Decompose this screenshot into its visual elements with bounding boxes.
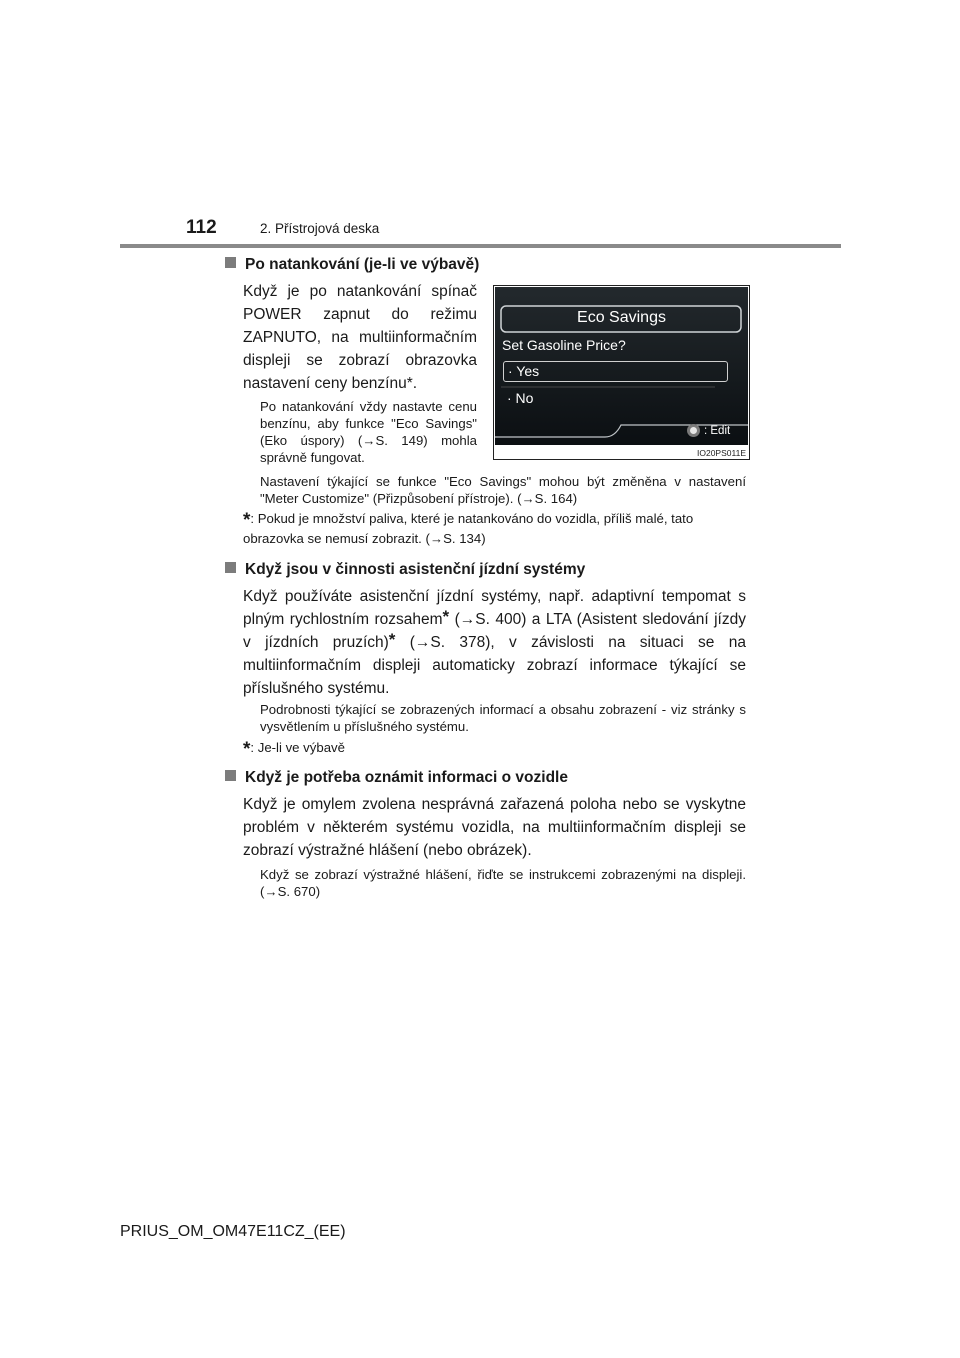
- section-heading-refuel: Po natankování (je-li ve výbavě): [225, 256, 479, 274]
- header-rule: [120, 244, 841, 248]
- edit-hint: : Edit: [704, 425, 731, 437]
- asterisk-icon: *: [243, 739, 251, 760]
- section-body-vehicle-info: Když je omylem zvolena nesprávná zařazená poloha nebo se vyskytne problém v některém systému vozidla, na multiinformačním displeji se zobrazí výstražné hlášení (nebo obrázek).: [243, 796, 746, 859]
- option-no[interactable]: · No: [507, 390, 534, 406]
- chapter-title: 2. Přístrojová deska: [260, 221, 380, 236]
- footnote-assist: *: Je-li ve výbavě: [243, 739, 345, 760]
- display-question: Set Gasoline Price?: [502, 337, 626, 353]
- page-number: 112: [186, 217, 217, 238]
- figure-code: IO20PS011E: [697, 448, 746, 458]
- square-bullet-icon: [225, 770, 236, 781]
- square-bullet-icon: [225, 562, 236, 573]
- note-assist: Podrobnosti týkající se zobrazených informací a obsahu zobrazení - viz stránky s vysvětlením u příslušného systému.: [260, 702, 746, 734]
- display-title: Eco Savings: [577, 309, 666, 326]
- document-id: PRIUS_OM_OM47E11CZ_(EE): [120, 1223, 346, 1240]
- asterisk-icon: *: [442, 607, 450, 626]
- footnote-refuel: *: Pokud je množství paliva, které je natankováno do vozidla, příliš malé, tato obrazovka se nemusí zobrazit. (→S. 134): [243, 510, 694, 546]
- display-figure: [493, 285, 750, 460]
- note-refuel-price: Po natankování vždy nastavte cenu benzínu, aby funkce "Eco Savings" (Eko úspory) (→S. 149) mohla správně fungovat.: [260, 399, 477, 465]
- asterisk-icon: *: [388, 630, 396, 649]
- section-body-refuel: Když je po natankování spínač POWER zapnut do režimu ZAPNUTO, na multiinformačním displeji se zobrazí obrazovka nastavení ceny benzínu*.: [243, 283, 477, 392]
- dial-button-icon: [687, 424, 700, 437]
- section-body-assist: Když používáte asistenční jízdní systémy, např. adaptivní tempomat s plným rychlostním rozsahem* (→S. 400) a LTA (Asistent sledování jízdy v jízdních pruzích)* (→S. 378), v závislosti na situaci se na multiinformačním displeji automaticky zobrazí informace týkající se příslušného systému.: [243, 588, 746, 697]
- asterisk-icon: *: [243, 510, 251, 531]
- option-yes[interactable]: · Yes: [503, 361, 728, 382]
- multi-info-display: [495, 287, 748, 445]
- section-heading-assist: Když jsou v činnosti asistenční jízdní systémy: [225, 561, 585, 579]
- note-eco-settings: Nastavení týkající se funkce "Eco Savings" mohou být změněna v nastavení "Meter Customize" (Přizpůsobení přístroje). (→S. 164): [260, 474, 746, 506]
- square-bullet-icon: [225, 257, 236, 268]
- section-heading-vehicle-info: Když je potřeba oznámit informaci o vozidle: [225, 769, 568, 787]
- note-warning-message: Když se zobrazí výstražné hlášení, řiďte se instrukcemi zobrazenými na displeji. (→S. 670): [260, 867, 746, 899]
